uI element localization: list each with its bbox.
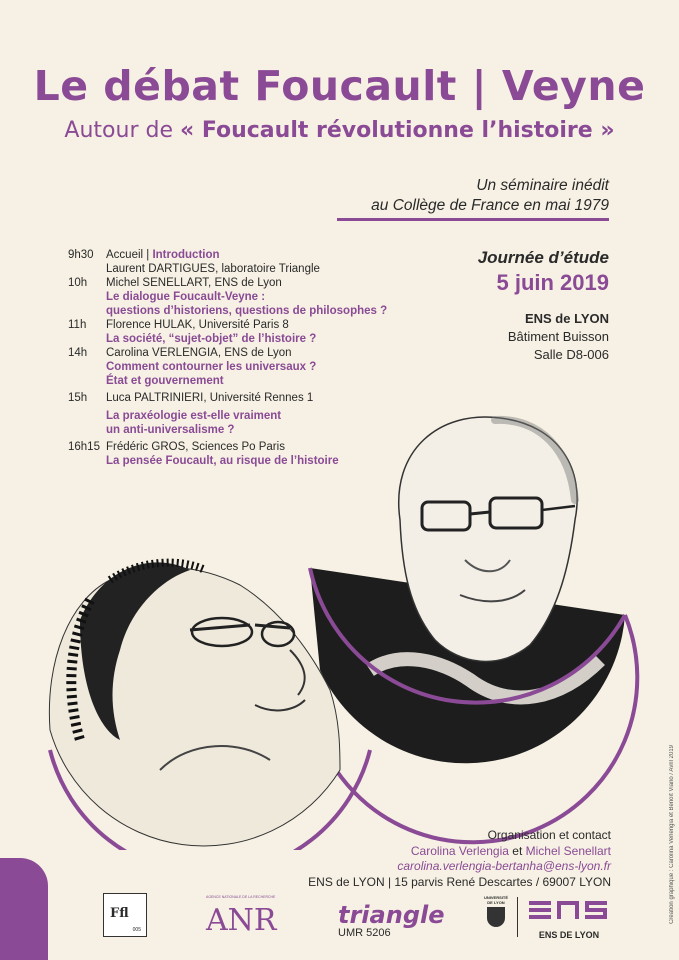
ffl-logo-text: Ffl bbox=[110, 906, 129, 921]
seminar-underline bbox=[337, 218, 609, 221]
program-line-intro: Introduction bbox=[152, 249, 220, 261]
program-time: 15h bbox=[68, 392, 88, 404]
ffl-logo-number: 005 bbox=[132, 927, 141, 933]
ens-logo-mark-icon bbox=[527, 899, 611, 921]
organisation-contact bbox=[191, 828, 611, 890]
program-body bbox=[106, 346, 408, 388]
venue-name: ENS de LYON bbox=[524, 311, 609, 326]
program-line bbox=[106, 248, 408, 262]
program-row bbox=[68, 318, 408, 346]
universite-lyon-logo-text: UNIVERSITÉ DE LYON bbox=[483, 895, 508, 905]
anr-logo bbox=[206, 893, 286, 937]
program-time: 10h bbox=[68, 277, 88, 289]
program-talk-title: Le dialogue Foucault-Veyne : bbox=[106, 291, 266, 303]
seminar-line-1: Un séminaire inédit bbox=[476, 177, 609, 194]
day-date: 5 juin 2019 bbox=[496, 270, 609, 295]
day-label: Journée d’étude bbox=[477, 248, 609, 267]
org-person-2: Michel Senellart bbox=[525, 843, 611, 858]
program-speaker: Luca PALTRINIERI, Université Rennes 1 bbox=[106, 392, 314, 404]
org-people bbox=[191, 844, 611, 860]
program-speaker: Florence HULAK, Université Paris 8 bbox=[106, 319, 289, 331]
program-time: 14h bbox=[68, 347, 88, 359]
program-speaker: Michel SENELLART, ENS de Lyon bbox=[106, 277, 282, 289]
subtitle-prefix: Autour de bbox=[64, 118, 180, 143]
org-person-1: Carolina Verlengia bbox=[410, 843, 509, 858]
program-talk-title: questions d’historiens, questions de philosophes ? bbox=[106, 305, 388, 317]
program-line-welcome: Accueil | bbox=[106, 249, 153, 261]
org-heading: Organisation et contact bbox=[487, 828, 611, 842]
triangle-logo bbox=[338, 901, 445, 939]
seminar-line-2: au Collège de France en mai 1979 bbox=[371, 197, 609, 214]
program-speaker: Laurent DARTIGUES, laboratoire Triangle bbox=[106, 263, 320, 275]
universite-lyon-logo bbox=[483, 895, 509, 939]
design-credit: Création graphique : Carolina Verlengia et Benoît Viano / Avril 2019 bbox=[669, 745, 675, 924]
program-row bbox=[68, 276, 408, 318]
program-talk-title: État et gouvernement bbox=[106, 375, 224, 387]
program-body bbox=[106, 276, 408, 318]
event-day bbox=[389, 248, 609, 364]
org-and: et bbox=[508, 843, 526, 858]
program-talk-title: un anti-universalisme ? bbox=[106, 424, 235, 436]
venue-building: Bâtiment Buisson bbox=[507, 329, 609, 344]
triangle-logo-text: triangle bbox=[338, 901, 445, 929]
program-speaker: Frédéric GROS, Sciences Po Paris bbox=[106, 441, 285, 453]
seminar-note bbox=[289, 176, 609, 216]
partner-logos bbox=[0, 893, 679, 943]
org-address: ENS de LYON | 15 parvis René Descartes / 69007 LYON bbox=[308, 874, 611, 889]
ens-logo-text: ENS DE LYON bbox=[538, 930, 600, 940]
ffl-logo bbox=[103, 893, 147, 937]
program-time: 16h15 bbox=[68, 441, 100, 453]
org-email[interactable]: carolina.verlengia-bertanha@ens-lyon.fr bbox=[397, 859, 611, 873]
logo-divider bbox=[517, 897, 518, 937]
shield-icon bbox=[487, 907, 505, 927]
program-talk-title: La pensée Foucault, au risque de l’histoire bbox=[106, 455, 339, 467]
ens-lyon-logo bbox=[527, 899, 611, 940]
program-talk-title: La praxéologie est-elle vraiment bbox=[106, 410, 282, 422]
program-speaker: Carolina VERLENGIA, ENS de Lyon bbox=[106, 347, 292, 359]
program-talk-title: La société, “sujet-objet” de l’histoire ? bbox=[106, 333, 317, 345]
anr-logo-text: ANR bbox=[206, 903, 277, 938]
poster-title: Le débat Foucault | Veyne bbox=[33, 62, 646, 110]
program-row bbox=[68, 346, 408, 388]
program-body bbox=[106, 248, 408, 276]
program-time: 9h30 bbox=[68, 249, 94, 261]
program-row bbox=[68, 248, 408, 276]
venue bbox=[389, 310, 609, 364]
subtitle-work: « Foucault révolutionne l’histoire » bbox=[179, 118, 615, 143]
triangle-logo-umr: UMR 5206 bbox=[338, 927, 391, 939]
program-body bbox=[106, 318, 408, 346]
poster-subtitle bbox=[0, 118, 679, 143]
program-time: 11h bbox=[68, 319, 87, 331]
portrait-illustrations bbox=[40, 410, 640, 850]
anr-logo-caption: AGENCE NATIONALE DE LA RECHERCHE bbox=[206, 895, 276, 899]
program-talk-title: Comment contourner les universaux ? bbox=[106, 361, 317, 373]
venue-room: Salle D8-006 bbox=[533, 347, 609, 362]
